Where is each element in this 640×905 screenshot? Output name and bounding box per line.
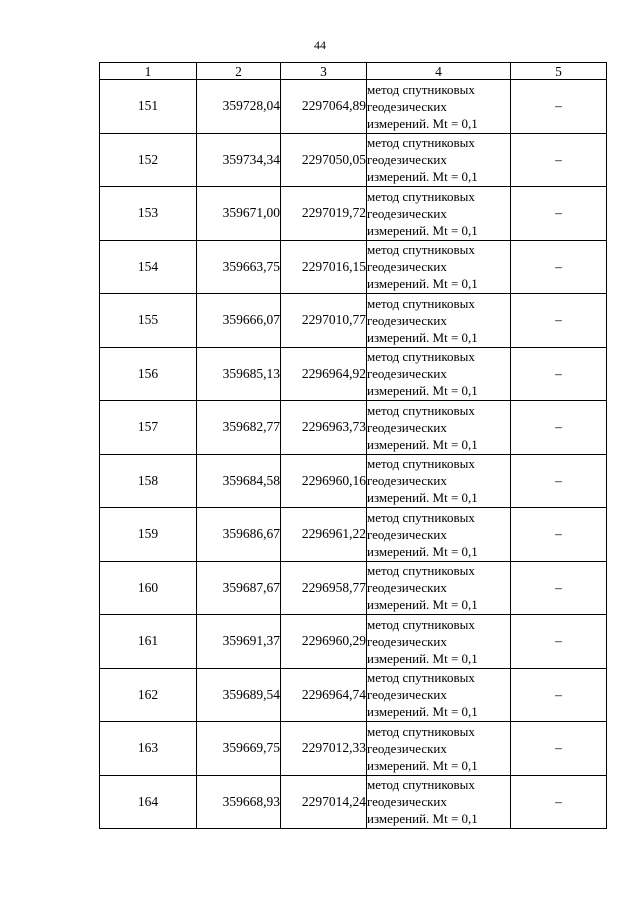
column-header: 2 xyxy=(197,63,281,80)
table-row xyxy=(100,722,607,776)
table-body xyxy=(100,80,607,829)
column-header: 5 xyxy=(511,63,607,80)
method-cell xyxy=(367,668,511,722)
x-coordinate-cell: 359671,00 xyxy=(197,187,281,241)
method-cell xyxy=(367,454,511,508)
method-line: метод спутниковых xyxy=(367,670,475,686)
x-coordinate-cell: 359682,77 xyxy=(197,401,281,455)
y-coordinate-cell: 2297050,05 xyxy=(281,133,367,187)
y-coordinate-cell: 2296960,29 xyxy=(281,615,367,669)
method-cell xyxy=(367,561,511,615)
point-number-cell: 152 xyxy=(100,133,197,187)
method-line: геодезических xyxy=(367,740,447,756)
method-line: метод спутниковых xyxy=(367,777,475,793)
method-line: измерений. Mt = 0,1 xyxy=(367,597,478,613)
coordinates-table xyxy=(99,62,607,829)
point-number-cell: 151 xyxy=(100,80,197,134)
y-coordinate-cell: 2297012,33 xyxy=(281,722,367,776)
method-cell xyxy=(367,347,511,401)
method-line: измерений. Mt = 0,1 xyxy=(367,383,478,399)
table-row xyxy=(100,401,607,455)
method-line: метод спутниковых xyxy=(367,81,475,97)
method-line: геодезических xyxy=(367,794,447,810)
point-number-cell: 155 xyxy=(100,294,197,348)
y-coordinate-cell: 2296958,77 xyxy=(281,561,367,615)
y-coordinate-cell: 2297010,77 xyxy=(281,294,367,348)
note-cell: – xyxy=(511,80,607,134)
y-coordinate-cell: 2296961,22 xyxy=(281,508,367,562)
x-coordinate-cell: 359728,04 xyxy=(197,80,281,134)
x-coordinate-cell: 359686,67 xyxy=(197,508,281,562)
method-line: метод спутниковых xyxy=(367,616,475,632)
method-cell xyxy=(367,294,511,348)
note-cell: – xyxy=(511,454,607,508)
note-cell: – xyxy=(511,133,607,187)
table-row xyxy=(100,187,607,241)
method-cell xyxy=(367,133,511,187)
y-coordinate-cell: 2297016,15 xyxy=(281,240,367,294)
method-line: метод спутниковых xyxy=(367,295,475,311)
method-line: метод спутниковых xyxy=(367,509,475,525)
method-cell xyxy=(367,187,511,241)
method-line: метод спутниковых xyxy=(367,135,475,151)
table-header-row xyxy=(100,63,607,80)
y-coordinate-cell: 2297064,89 xyxy=(281,80,367,134)
note-cell: – xyxy=(511,615,607,669)
method-cell xyxy=(367,722,511,776)
method-line: геодезических xyxy=(367,259,447,275)
point-number-cell: 156 xyxy=(100,347,197,401)
note-cell: – xyxy=(511,722,607,776)
table-row xyxy=(100,508,607,562)
table-row xyxy=(100,240,607,294)
method-line: измерений. Mt = 0,1 xyxy=(367,222,478,238)
note-cell: – xyxy=(511,187,607,241)
x-coordinate-cell: 359684,58 xyxy=(197,454,281,508)
note-cell: – xyxy=(511,668,607,722)
method-line: измерений. Mt = 0,1 xyxy=(367,757,478,773)
note-cell: – xyxy=(511,294,607,348)
table-row xyxy=(100,133,607,187)
method-line: метод спутниковых xyxy=(367,349,475,365)
method-line: метод спутниковых xyxy=(367,563,475,579)
method-line: геодезических xyxy=(367,633,447,649)
method-line: измерений. Mt = 0,1 xyxy=(367,650,478,666)
method-cell xyxy=(367,80,511,134)
method-line: метод спутниковых xyxy=(367,723,475,739)
method-line: геодезических xyxy=(367,419,447,435)
point-number-cell: 161 xyxy=(100,615,197,669)
table-row xyxy=(100,668,607,722)
method-line: метод спутниковых xyxy=(367,188,475,204)
method-line: измерений. Mt = 0,1 xyxy=(367,169,478,185)
x-coordinate-cell: 359663,75 xyxy=(197,240,281,294)
point-number-cell: 162 xyxy=(100,668,197,722)
table-row xyxy=(100,615,607,669)
method-line: измерений. Mt = 0,1 xyxy=(367,115,478,131)
point-number-cell: 154 xyxy=(100,240,197,294)
method-line: измерений. Mt = 0,1 xyxy=(367,276,478,292)
method-cell xyxy=(367,240,511,294)
point-number-cell: 153 xyxy=(100,187,197,241)
method-line: геодезических xyxy=(367,687,447,703)
column-header: 1 xyxy=(100,63,197,80)
method-cell xyxy=(367,508,511,562)
method-cell xyxy=(367,775,511,829)
point-number-cell: 160 xyxy=(100,561,197,615)
note-cell: – xyxy=(511,240,607,294)
table-row xyxy=(100,454,607,508)
note-cell: – xyxy=(511,561,607,615)
method-line: геодезических xyxy=(367,526,447,542)
y-coordinate-cell: 2296964,92 xyxy=(281,347,367,401)
table-row xyxy=(100,775,607,829)
method-line: геодезических xyxy=(367,580,447,596)
method-line: измерений. Mt = 0,1 xyxy=(367,704,478,720)
x-coordinate-cell: 359666,07 xyxy=(197,294,281,348)
x-coordinate-cell: 359689,54 xyxy=(197,668,281,722)
x-coordinate-cell: 359734,34 xyxy=(197,133,281,187)
method-line: измерений. Mt = 0,1 xyxy=(367,811,478,827)
table-row xyxy=(100,294,607,348)
x-coordinate-cell: 359669,75 xyxy=(197,722,281,776)
page-number: 44 xyxy=(314,38,326,52)
note-cell: – xyxy=(511,401,607,455)
y-coordinate-cell: 2297019,72 xyxy=(281,187,367,241)
point-number-cell: 158 xyxy=(100,454,197,508)
table-row xyxy=(100,80,607,134)
method-line: геодезических xyxy=(367,98,447,114)
method-line: геодезических xyxy=(367,366,447,382)
column-header: 4 xyxy=(367,63,511,80)
method-cell xyxy=(367,401,511,455)
method-line: метод спутниковых xyxy=(367,456,475,472)
point-number-cell: 163 xyxy=(100,722,197,776)
method-cell xyxy=(367,615,511,669)
method-line: геодезических xyxy=(367,205,447,221)
table-row xyxy=(100,561,607,615)
method-line: геодезических xyxy=(367,312,447,328)
x-coordinate-cell: 359668,93 xyxy=(197,775,281,829)
y-coordinate-cell: 2296960,16 xyxy=(281,454,367,508)
y-coordinate-cell: 2296964,74 xyxy=(281,668,367,722)
x-coordinate-cell: 359691,37 xyxy=(197,615,281,669)
method-line: геодезических xyxy=(367,152,447,168)
method-line: измерений. Mt = 0,1 xyxy=(367,329,478,345)
note-cell: – xyxy=(511,508,607,562)
x-coordinate-cell: 359685,13 xyxy=(197,347,281,401)
method-line: геодезических xyxy=(367,473,447,489)
note-cell: – xyxy=(511,347,607,401)
point-number-cell: 157 xyxy=(100,401,197,455)
method-line: метод спутниковых xyxy=(367,402,475,418)
y-coordinate-cell: 2297014,24 xyxy=(281,775,367,829)
point-number-cell: 164 xyxy=(100,775,197,829)
table-row xyxy=(100,347,607,401)
y-coordinate-cell: 2296963,73 xyxy=(281,401,367,455)
method-line: метод спутниковых xyxy=(367,242,475,258)
note-cell: – xyxy=(511,775,607,829)
method-line: измерений. Mt = 0,1 xyxy=(367,436,478,452)
method-line: измерений. Mt = 0,1 xyxy=(367,490,478,506)
method-line: измерений. Mt = 0,1 xyxy=(367,543,478,559)
x-coordinate-cell: 359687,67 xyxy=(197,561,281,615)
column-header: 3 xyxy=(281,63,367,80)
point-number-cell: 159 xyxy=(100,508,197,562)
